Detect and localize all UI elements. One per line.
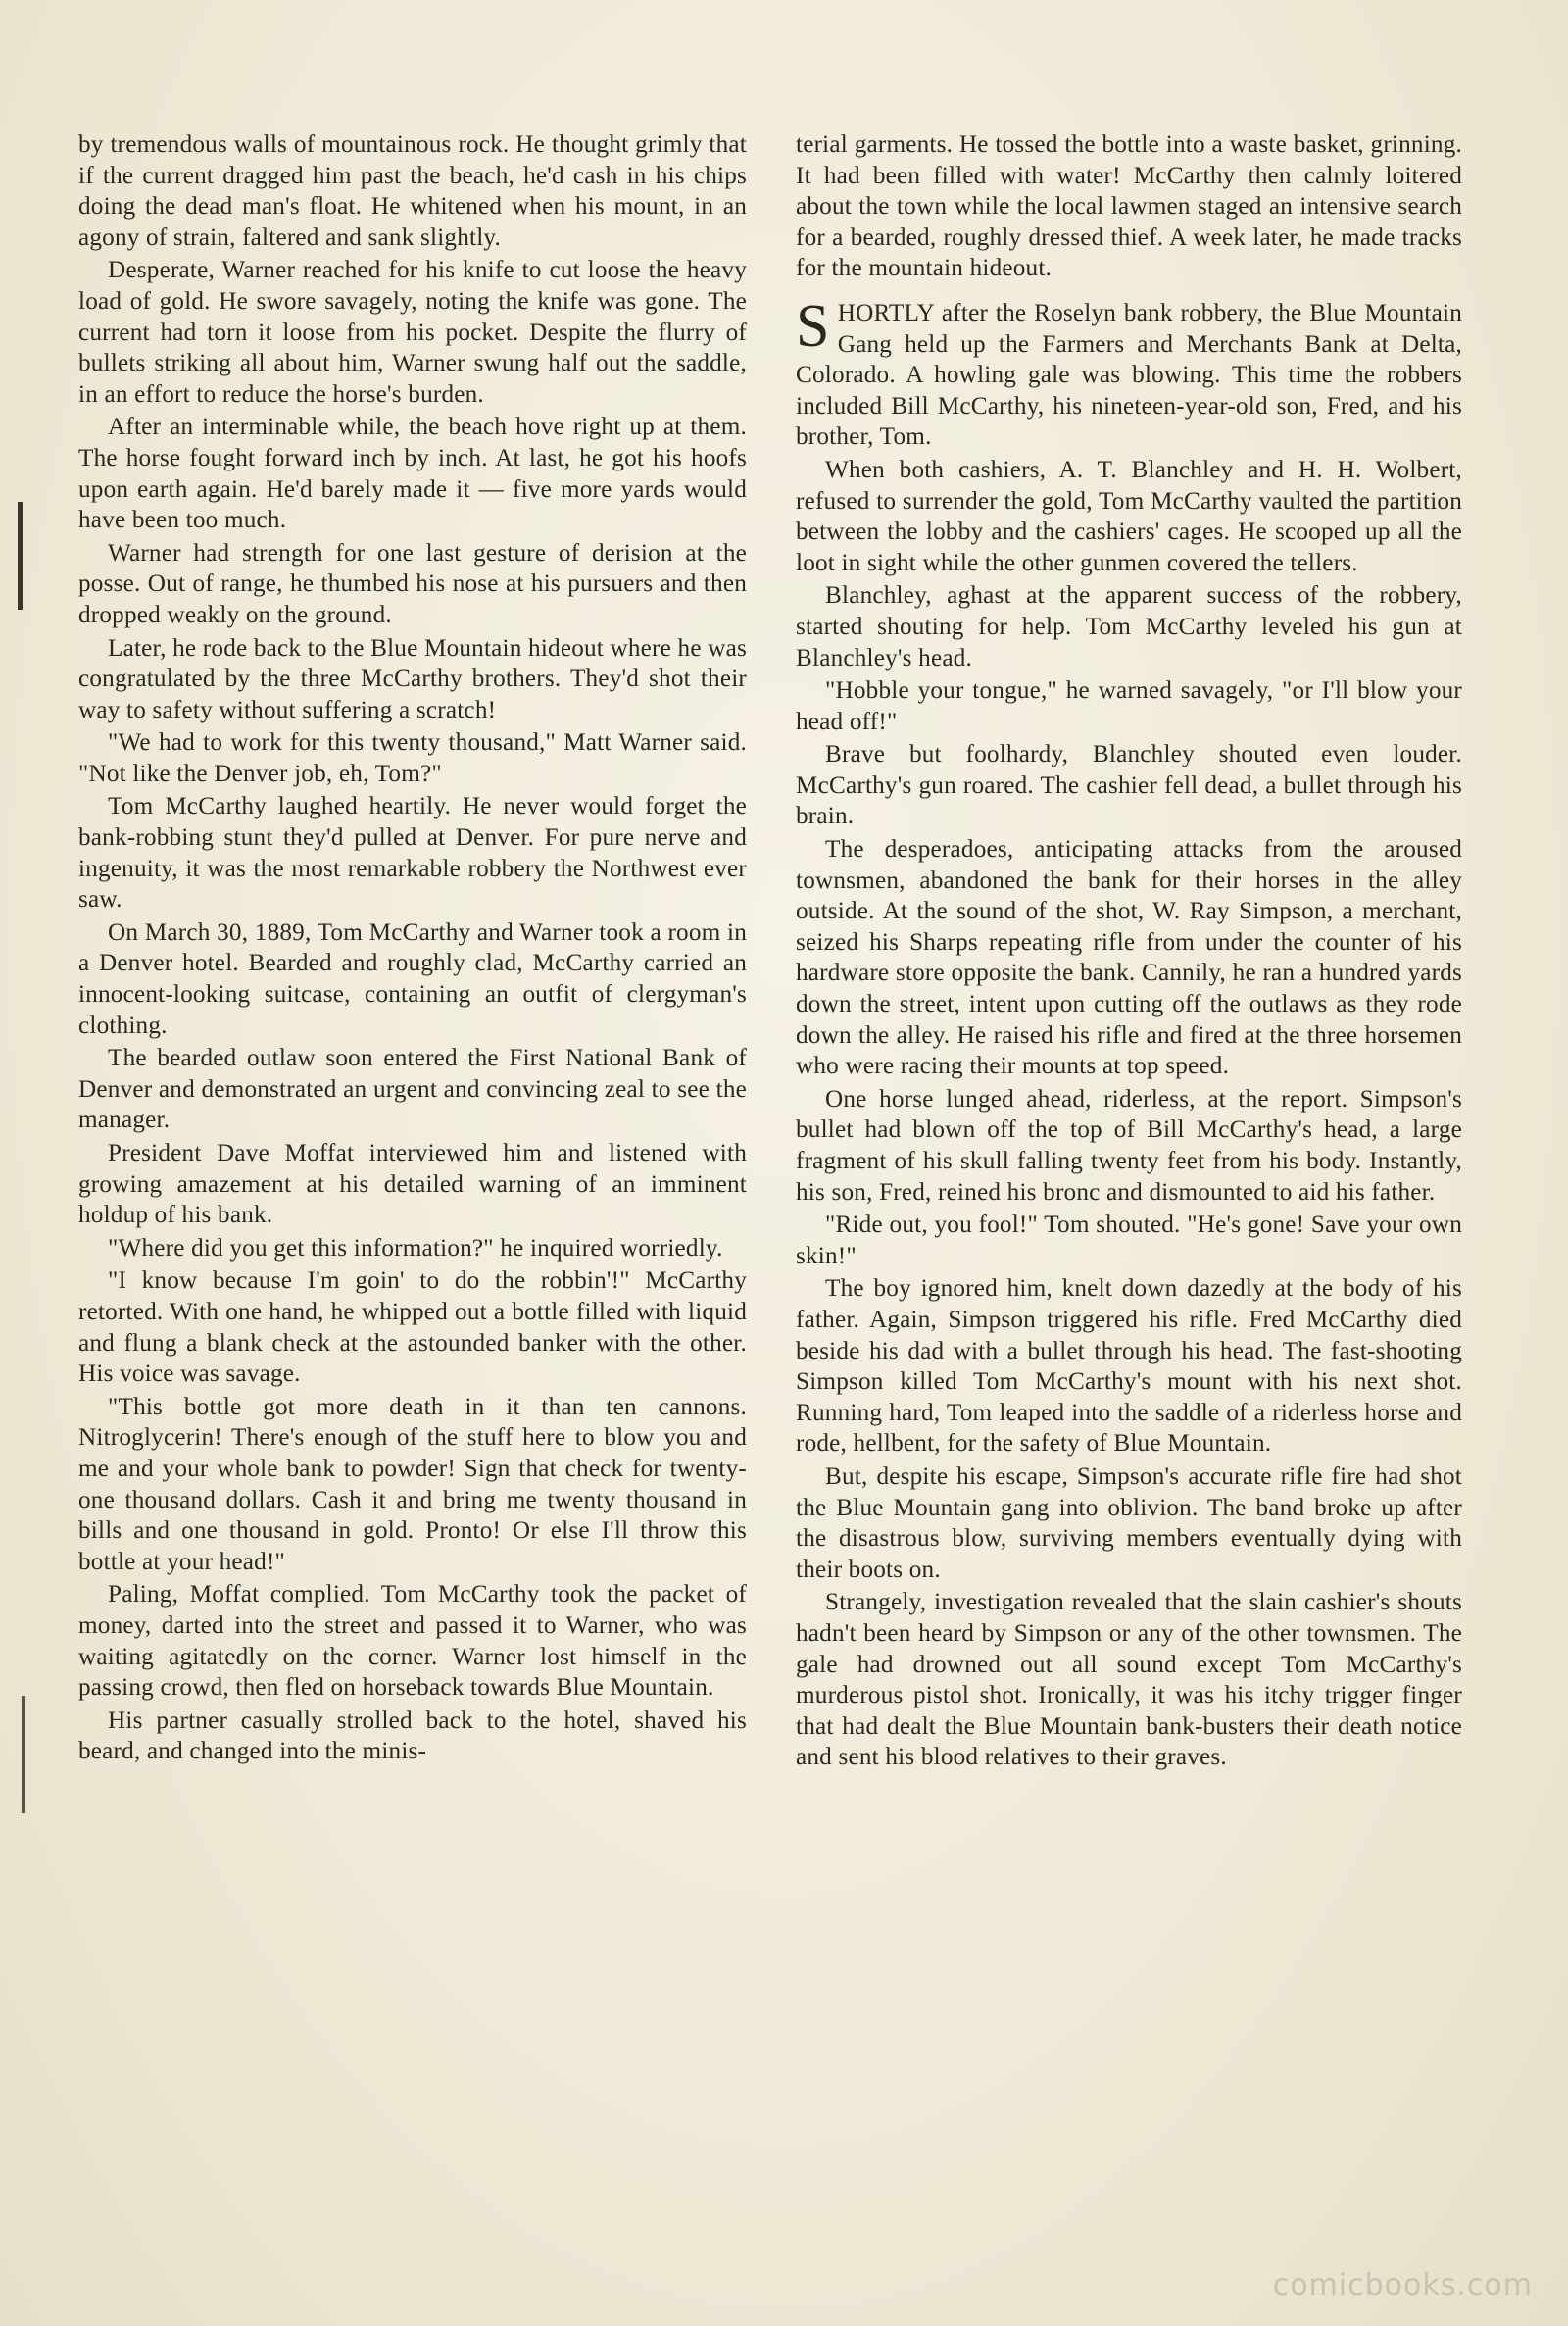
left-paragraph-12: "I know because I'm goin' to do the robbin'!" McCarthy retorted. With one hand, he whipped out a bottle filled with liquid and flung a blank check at the astounded banker with the other. His voice was savage. [78,1267,747,1388]
left-paragraph-14: Paling, Moffat complied. Tom McCarthy took the packet of money, darted into the street and passed it to Warner, who was waiting agitatedly on the corner. Warner lost himself in the passing crowd, then fled on horseback towards Blue Mountain. [78,1581,747,1702]
right-paragraph-4: Blanchley, aghast at the apparent success of the robbery, started shouting for help. Tom McCarthy leveled his gun at Blanchley's head. [796,582,1462,671]
left-paragraph-15: His partner casually strolled back to the hotel, shaved his beard, and changed into the minis- [78,1707,747,1765]
right-column [796,129,1462,1775]
left-column [78,129,747,1769]
right-paragraph-3: When both cashiers, A. T. Blanchley and H. H. Wolbert, refused to surrender the gold, Tom McCarthy vaulted the partition between the lobby and the cashiers' cages. He scooped up all the loot in sight while the other gunmen covered the tellers. [796,456,1462,576]
left-paragraph-3: After an interminable while, the beach hove right up at them. The horse fought forward inch by inch. At last, he got his hoofs upon earth again. He'd barely made it — five more yards would have been too much. [78,414,747,534]
right-paragraph-2 [796,292,1462,453]
right-paragraph-2-text: HORTLY after the Roselyn bank robbery, the Blue Mountain Gang held up the Farmers and Merchants Bank at Delta, Colorado. A howling gale was blowing. This time the robbers included Bill McCarthy, his nineteen-year-old son, Fred, and his brother, Tom. [796,299,1462,451]
left-paragraph-9: The bearded outlaw soon entered the First National Bank of Denver and demonstrated an urgent and convincing zeal to see the manager. [78,1045,747,1134]
left-paragraph-11: "Where did you get this information?" he inquired worriedly. [108,1234,723,1262]
left-paragraph-8: On March 30, 1889, Tom McCarthy and Warner took a room in a Denver hotel. Bearded and roughly clad, McCarthy carried an innocent-looking suitcase, containing an outfit of clergyman's clothing. [78,918,747,1039]
right-paragraph-1: terial garments. He tossed the bottle into a waste basket, grinning. It had been filled with water! McCarthy then calmly loitered about the town while the local lawmen staged an intensive search for a bearded, roughly dressed thief. A week later, he made tracks for the mountain hideout. [796,131,1462,282]
right-paragraph-12: Strangely, investigation revealed that the slain cashier's shouts hadn't been heard by Simpson or any of the other townsmen. The gale had drowned out all sound except Tom McCarthy's murderous pistol shot. Ironically, it was his itchy trigger finger that had dealt the Blue Mountain bank-busters their death notice and sent his blood relatives to their graves. [796,1589,1462,1771]
margin-bracket-mark [18,502,23,610]
drop-cap-letter: S [796,292,830,360]
right-paragraph-7: The desperadoes, anticipating attacks from the aroused townsmen, abandoned the bank for their horses in the alley outside. At the sound of the shot, W. Ray Simpson, a merchant, seized his Sharps repeating rifle from under the counter of his hardware store opposite the bank. Cannily, he ran a hundred yards down the street, intent upon cutting off the outlaws as they rode down the alley. He raised his rifle and fired at the three horsemen who were racing their mounts at top speed. [796,836,1462,1080]
left-paragraph-13: "This bottle got more death in it than ten cannons. Nitroglycerin! There's enough of the stuff here to blow you and me and your whole bank to powder! Sign that check for twenty-one thousand dollars. Cash it and bring me twenty thousand in bills and one thousand in gold. Pronto! Or else I'll throw this bottle at your head!" [78,1393,747,1575]
right-paragraph-5: "Hobble your tongue," he warned savagely, "or I'll blow your head off!" [796,677,1462,735]
right-paragraph-10: The boy ignored him, knelt down dazedly at the body of his father. Again, Simpson triggered his rifle. Fred McCarthy died beside his dad with a bullet through his head. The fast-shooting Simpson killed Tom McCarthy's mount with his next shot. Running hard, Tom leaped into the saddle of a riderless horse and rode, hellbent, for the safety of Blue Mountain. [796,1275,1462,1458]
left-paragraph-5: Later, he rode back to the Blue Mountain hideout where he was congratulated by the three McCarthy brothers. They'd shot their way to safety without suffering a scratch! [78,634,747,723]
right-paragraph-8: One horse lunged ahead, riderless, at the report. Simpson's bullet had blown off the top of Bill McCarthy's head, a large fragment of his skull falling twenty feet from his body. Instantly, his son, Fred, reined his bronc and dismounted to aid his father. [796,1085,1462,1206]
left-paragraph-1: by tremendous walls of mountainous rock. He thought grimly that if the current dragged him past the beach, he'd cash in his chips doing the dead man's float. He whitened when his mount, in an agony of strain, faltered and sank slightly. [78,131,747,251]
left-paragraph-4: Warner had strength for one last gesture of derision at the posse. Out of range, he thumbed his nose at his pursuers and then dropped weakly on the ground. [78,539,747,628]
left-paragraph-6: "We had to work for this twenty thousand," Matt Warner said. "Not like the Denver job, eh, Tom?" [78,729,747,787]
right-paragraph-6: Brave but foolhardy, Blanchley shouted even louder. McCarthy's gun roared. The cashier fell dead, a bullet through his brain. [796,741,1462,830]
margin-bracket-mark [22,1696,25,1813]
site-watermark: comicbooks.com [1272,2268,1533,2302]
right-paragraph-11: But, despite his escape, Simpson's accurate rifle fire had shot the Blue Mountain gang into oblivion. The band broke up after the disastrous blow, surviving members eventually dying with their boots on. [796,1462,1462,1583]
left-paragraph-7: Tom McCarthy laughed heartily. He never would forget the bank-robbing stunt they'd pulled at Denver. For pure nerve and ingenuity, it was the most remarkable robbery the Northwest ever saw. [78,793,747,914]
left-paragraph-10: President Dave Moffat interviewed him and listened with growing amazement at his detailed warning of an imminent holdup of his bank. [78,1140,747,1229]
right-paragraph-9: "Ride out, you fool!" Tom shouted. "He's gone! Save your own skin!" [796,1212,1462,1269]
left-paragraph-2: Desperate, Warner reached for his knife to cut loose the heavy load of gold. He swore savagely, noting the knife was gone. The current had torn it loose from his pocket. Despite the flurry of bullets striking all about him, Warner swung half out the saddle, in an effort to reduce the horse's burden. [78,257,747,408]
